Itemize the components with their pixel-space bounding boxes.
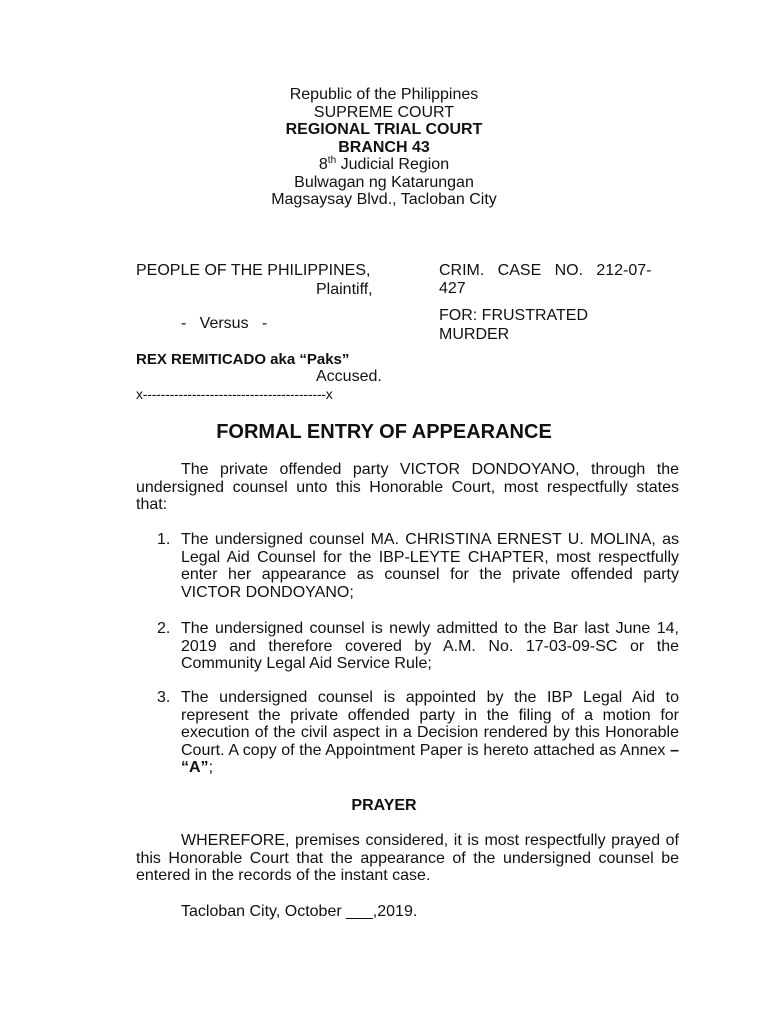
plaintiff-name: PEOPLE OF THE PHILIPPINES,	[136, 262, 371, 279]
item-number: 1.	[157, 531, 171, 548]
header-branch: BRANCH 43	[338, 138, 430, 156]
list-item	[136, 689, 679, 777]
case-number-line2: 427	[439, 280, 466, 297]
case-number-line1: CRIM. CASE NO. 212-07-	[439, 262, 652, 279]
place-date: Tacloban City, October ___,2019.	[181, 903, 418, 920]
accused-role: Accused.	[316, 368, 382, 385]
header-supreme-court: SUPREME COURT	[313, 103, 455, 121]
list-item	[136, 531, 679, 601]
header-hall: Bulwagan ng Katarungan	[294, 173, 474, 191]
offense-line2: MURDER	[439, 326, 510, 343]
region-label: Judicial Region	[336, 156, 450, 173]
item-text	[181, 689, 679, 777]
item-text-main: The undersigned counsel is appointed by the IBP Legal Aid to represent the private offended party in the filing of a motion for execution of the civil aspect in a Decision rendered by this Honorable Court. A copy of the Appointment Paper is hereto attached as Annex	[181, 689, 679, 759]
item-text: The undersigned counsel is newly admitted to the Bar last June 14, 2019 and therefore covered by A.M. No. 17-03-09-SC or the Community Legal Aid Service Rule;	[181, 620, 679, 672]
region-number: 8	[318, 156, 328, 173]
item-text-end: ;	[208, 759, 214, 776]
prayer-paragraph: WHEREFORE, premises considered, it is most respectfully prayed of this Honorable Court that the appearance of the undersigned counsel be entered in the records of the instant case.	[136, 832, 679, 884]
offense-line1: FOR: FRUSTRATED	[439, 307, 589, 324]
list-item	[136, 620, 679, 673]
versus-label: - Versus -	[181, 315, 268, 332]
item-number: 2.	[157, 620, 171, 637]
intro-paragraph: The private offended party VICTOR DONDOYANO, through the undersigned counsel unto this Honorable Court, most respectfully states that:	[136, 461, 679, 513]
header-republic: Republic of the Philippines	[289, 86, 479, 103]
header-rtc: REGIONAL TRIAL COURT	[285, 121, 483, 138]
court-header	[150, 86, 618, 209]
document-title: FORMAL ENTRY OF APPEARANCE	[216, 421, 552, 443]
caption-separator: x-----------------------------------------x	[136, 386, 333, 402]
prayer-heading: PRAYER	[351, 797, 417, 814]
item-number: 3.	[157, 689, 171, 706]
annex-label: – “A”	[181, 741, 679, 776]
plaintiff-role: Plaintiff,	[316, 281, 373, 298]
item-text: The undersigned counsel MA. CHRISTINA ERNEST U. MOLINA, as Legal Aid Counsel for the IBP-LEYTE CHAPTER, most respectfully enter her appearance as counsel for the private offended party VICTOR DONDOYANO;	[181, 531, 679, 601]
region-ordinal: th	[327, 155, 337, 166]
accused-name: REX REMITICADO aka “Paks”	[136, 351, 350, 368]
header-address: Magsaysay Blvd., Tacloban City	[271, 191, 497, 208]
header-region	[150, 156, 618, 174]
